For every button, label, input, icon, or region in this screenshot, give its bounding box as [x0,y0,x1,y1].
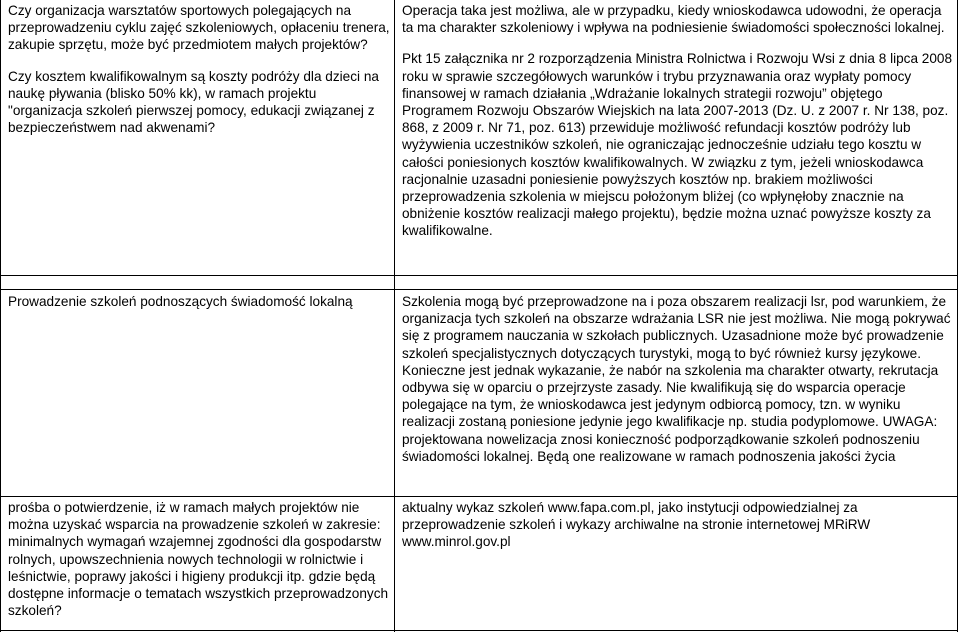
answer-text: Pkt 15 załącznika nr 2 rozporządzenia Ministra Rolnictwa i Rozwoju Wsi z dnia 8 lipca 2008 roku w sprawie szczegółowych warunków i trybu przyznawania oraz wypłaty pomocy finansowej w ramach działania „Wdrażanie lokalnych strategii rozwoju” objętego Programem Rozwoju Obszarów Wiejskich na lata 2007-2013 (Dz. U. z 2007 r. Nr 138, poz. 868, z 2009 r. Nr 71, poz. 613) przewiduje możliwość refundacji kosztów podróży lub wyżywienia uczestników szkoleń, nie ograniczając jednocześnie udziału tego kosztu w całości poniesionych kosztów kwalifikowalnych. W związku z tym, jeżeli wnioskodawca racjonalnie uzasadni poniesienie powyższych kosztów np. brakiem możliwości przeprowadzenia szkolenia w miejscu położonym bliżej (co wpłynęłoby znacznie na obniżenie kosztów realizacji małego projektu), będzie można uznać powyższe koszty za kwalifikowalne. [402,51,953,239]
table-border-bottom [0,630,958,631]
table-border-right [957,0,958,632]
row3-answer-cell [395,499,957,551]
question-text: prośba o potwierdzenie, iż w ramach małych projektów nie można uzyskać wsparcia na prowadzenie szkoleń w zakresie: minimalnych wymagań wzajemnej zgodności dla gospodarstw rolnych, upowszechnienia nowych technologii w rolnictwie i leśnictwie, poprawy jakości i higieny produkcji itp. gdzie będą dostępne informacje o tematach wszystkich przeprowadzonych szkoleń? [8,500,389,619]
question-text: Prowadzenie szkoleń podnoszących świadomość lokalną [8,294,353,309]
row1-answer-cell [395,2,957,240]
answer-text: Szkolenia mogą być przeprowadzone na i poza obszarem realizacji lsr, pod warunkiem, że organizacja tych szkoleń na obszarze wdrażania LSR nie jest możliwa. Nie mogą pokrywać się z programem nauczania w szkołach publicznych. Uzasadnione może być prowadzenie szkoleń specjalistycznych dotyczących turystyki, mogą to być również kursy językowe. Konieczne jest jednak wykazanie, że nabór na szkolenia ma charakter otwarty, rekrutacja odbywa się w oparciu o przejrzyste zasady. Nie kwalifikują się do wsparcia operacje polegające na tym, że wnioskodawca jest jedynym odbiorcą pomocy, tzn. w wyniku realizacji zostaną poniesione jedynie jego kwalifikacje np. studia podyplomowe. UWAGA: projektowana nowelizacja znosi konieczność podporządkowanie szkoleń podnoszeniu świadomości lokalnej. Będą one realizowane w ramach podnoszenia jakości życia [402,294,951,464]
row-divider-2 [0,289,958,290]
answer-text: aktualny wykaz szkoleń www.fapa.com.pl, jako instytucji odpowiedzialnej za przeprowadzenie szkoleń i wykazy archiwalne na stronie internetowej MRiRW www.minrol.gov.pl [402,500,871,550]
answer-text: Operacja taka jest możliwa, ale w przypadku, kiedy wnioskodawca udowodni, że operacja ta ma charakter szkoleniowy i wpływa na podniesienie świadomości społeczności lokalnej. [402,3,945,36]
row-divider-3 [0,496,958,497]
question-text: Czy kosztem kwalifikowalnym są koszty podróży dla dzieci na naukę pływania (blisko 50% kk), w ramach projektu "organizacja szkoleń pierwszej pomocy, edukacji związanej z bezpieczeństwem nad akwenami? [8,68,379,136]
row1-question-cell [1,2,394,136]
question-text: Czy organizacja warsztatów sportowych polegających na przeprowadzeniu cyklu zajęć szkoleniowych, opłaceniu trenera, zakupie sprzętu, może być przedmiotem małych projektów? [8,3,390,53]
row2-question-cell [1,293,394,310]
row-divider-1 [0,275,958,276]
row3-question-cell [1,499,394,619]
row2-answer-cell [395,293,957,465]
